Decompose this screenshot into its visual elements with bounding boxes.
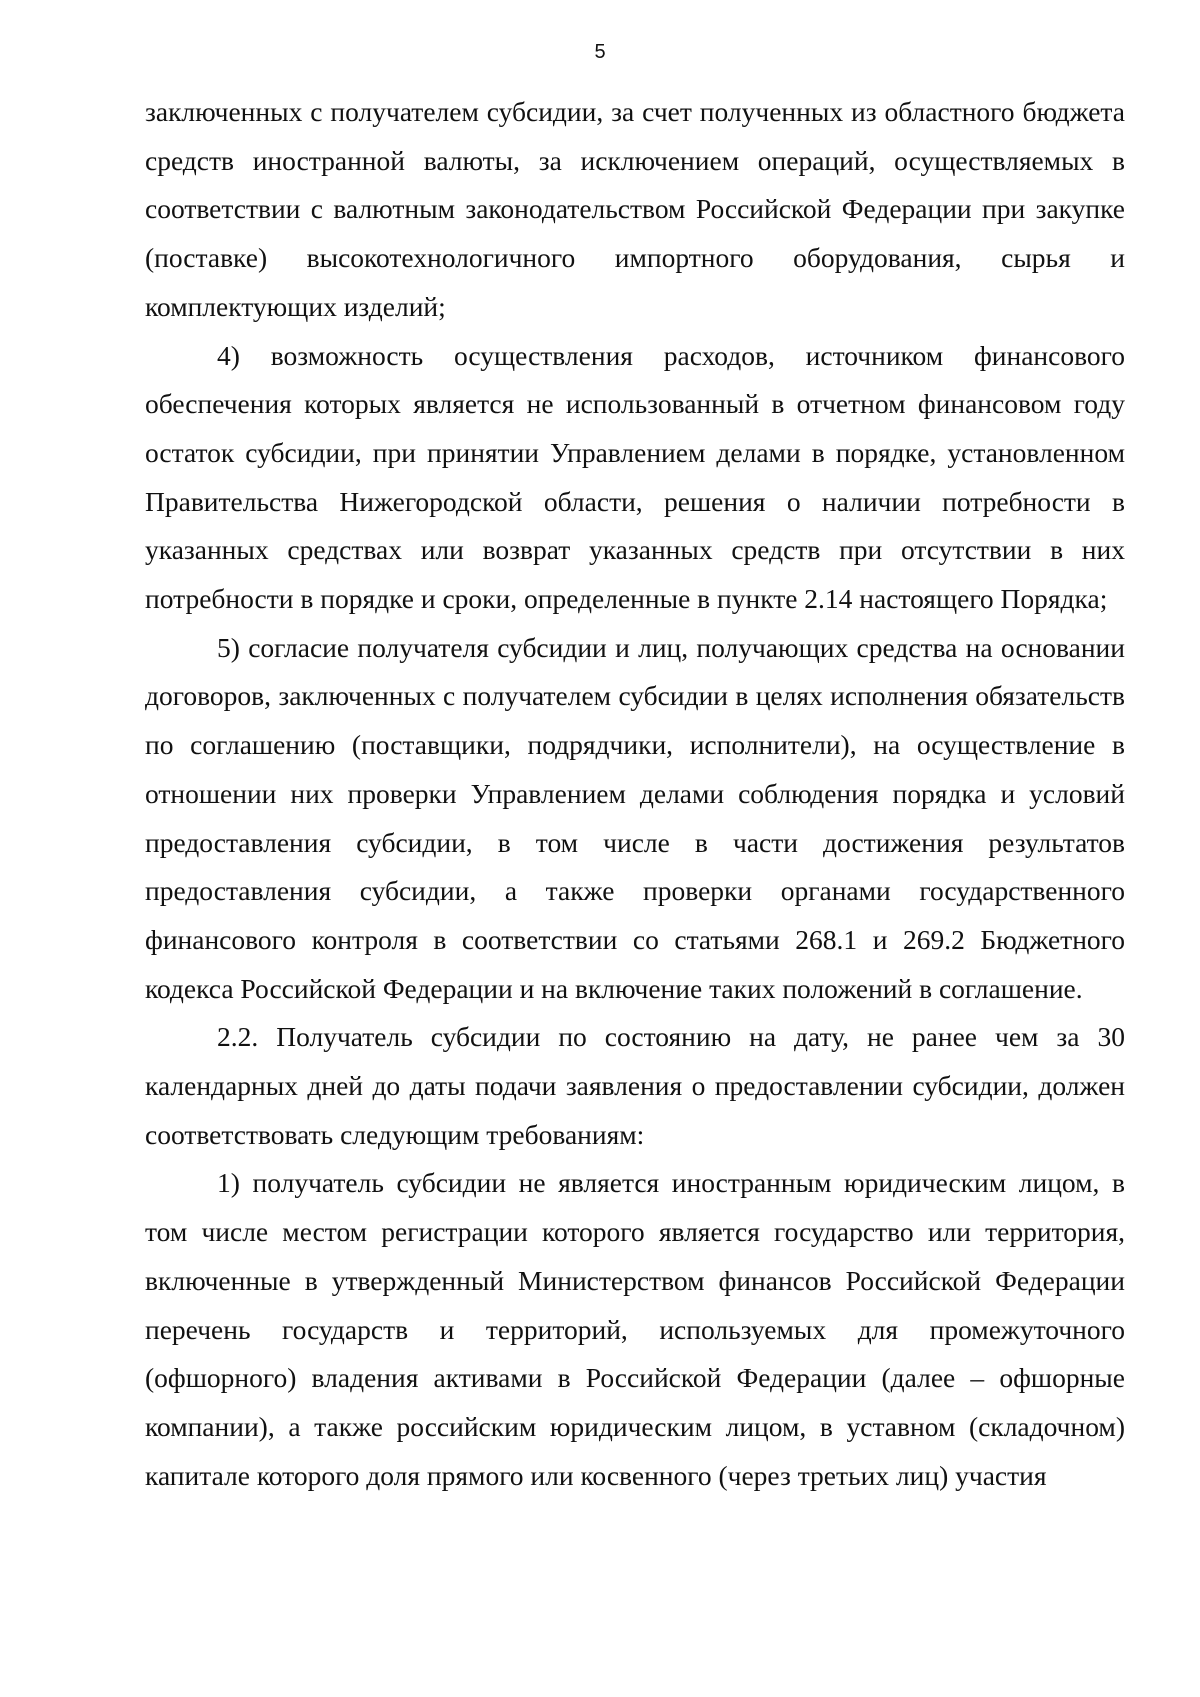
paragraph-requirement-1: 1) получатель субсидии не является иностранным юридическим лицом, в том числе местом регистрации которого является государство или территория, включенные в утвержденный Министерством финансов Российской Федерации перечень государств и территорий, используемых для промежуточного (офшорного) владения активами в Российской Федерации (далее – офшорные компании), а также российским юридическим лицом, в уставном (складочном) капитале которого доля прямого или косвенного (через третьих лиц) участия — [145, 1167, 1125, 1491]
paragraph-item-5: 5) согласие получателя субсидии и лиц, получающих средства на основании договоров, заключенных с получателем субсидии в целях исполнения обязательств по соглашению (поставщики, подрядчики, исполнители), на осуществление в отношении них проверки Управлением делами соблюдения порядка и условий предоставления субсидии, в том числе в части достижения результатов предоставления субсидии, а также проверки органами государственного финансового контроля в соответствии со статьями 268.1 и 269.2 Бюджетного кодекса Российской Федерации и на включение таких положений в соглашение. — [145, 631, 1125, 1004]
page-number: 5 — [594, 41, 606, 63]
paragraph-item-4: 4) возможность осуществления расходов, источником финансового обеспечения которых является не использованный в отчетном финансовом году остаток субсидии, при принятии Управлением делами в порядке, установленном Правительства Нижегородской области, решения о наличии потребности в указанных средствах или возврат указанных средств при отсутствии в них потребности в порядке и сроки, определенные в пункте 2.14 настоящего Порядка; — [145, 339, 1125, 615]
paragraph-continuation: заключенных с получателем субсидии, за счет полученных из областного бюджета средств иностранной валюты, за исключением операций, осуществляемых в соответствии с валютным законодательством Российской Федерации при закупке (поставке) высокотехнологичного импортного оборудования, сырья и комплектующих изделий; — [145, 96, 1125, 322]
paragraph-section-2-2: 2.2. Получатель субсидии по состоянию на дату, не ранее чем за 30 календарных дней до даты подачи заявления о предоставлении субсидии, должен соответствовать следующим требованиям: — [145, 1021, 1125, 1150]
body-text — [145, 88, 1125, 1500]
